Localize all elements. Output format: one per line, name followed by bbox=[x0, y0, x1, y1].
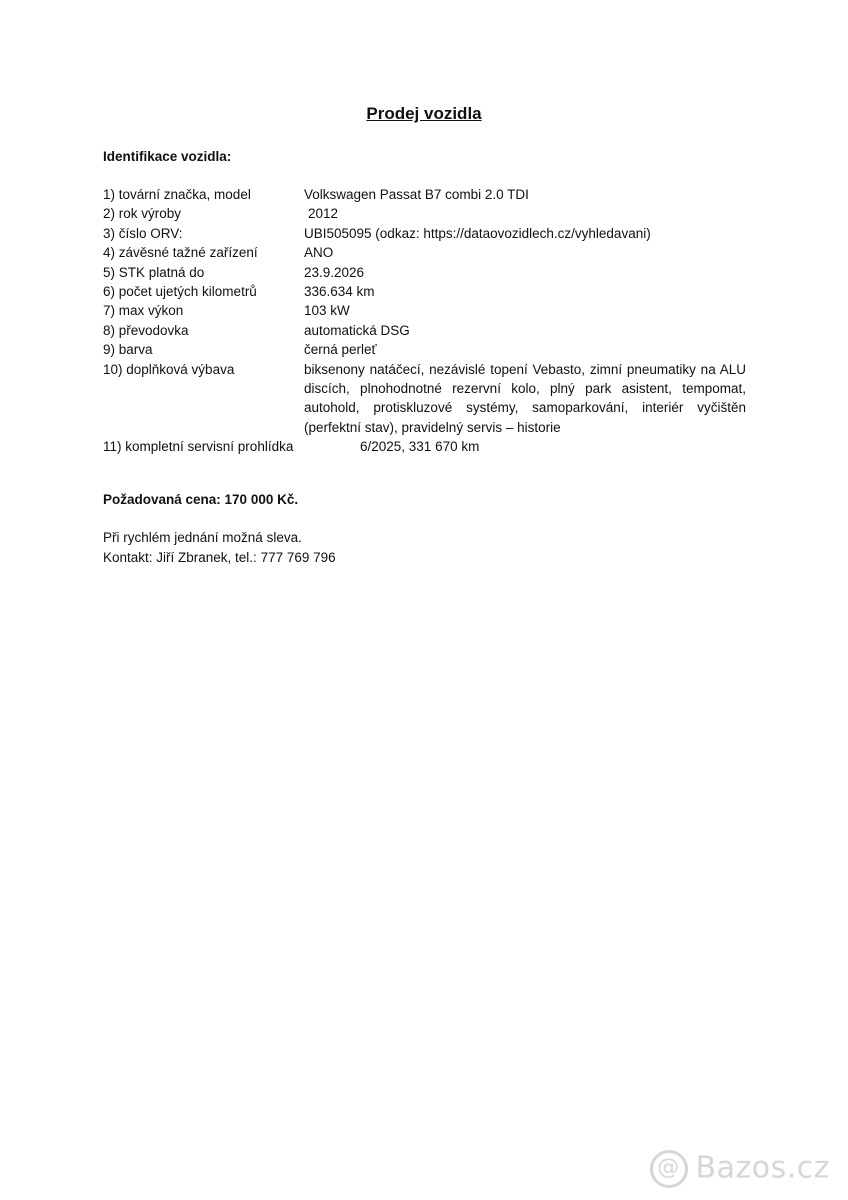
contact-info: Kontakt: Jiří Zbranek, tel.: 777 769 796 bbox=[103, 550, 336, 565]
watermark-text: Bazos.cz bbox=[695, 1150, 830, 1186]
discount-note: Při rychlém jednání možná sleva. bbox=[103, 530, 302, 545]
at-icon: @ bbox=[650, 1150, 688, 1188]
spec-value: černá perleť bbox=[304, 342, 377, 358]
spec-row bbox=[103, 243, 746, 262]
spec-label: 1) tovární značka, model bbox=[103, 187, 251, 202]
spec-label: 8) převodovka bbox=[103, 322, 189, 338]
spec-value: ANO bbox=[304, 245, 334, 261]
spec-row bbox=[103, 224, 746, 243]
spec-row bbox=[103, 282, 746, 301]
spec-label: 3) číslo ORV: bbox=[103, 225, 183, 241]
spec-value: UBI505095 (odkaz: https://dataovozidlech.cz/vyhledavani) bbox=[304, 225, 651, 241]
spec-label: 11) kompletní servisní prohlídka bbox=[103, 439, 294, 455]
spec-value: 2012 bbox=[308, 206, 339, 222]
spec-row bbox=[103, 321, 746, 340]
spec-value: biksenony natáčecí, nezávislé topení Vebasto, zimní pneumatiky na ALU discích, plnohodnotné rezervní kolo, plný park asistent, tempomat, autohold, protiskluzové systémy, samoparkování, interiér vyčištěn (perfektní stav), pravidelný servis – historie bbox=[304, 361, 746, 435]
section-heading: Identifikace vozidla: bbox=[103, 149, 232, 164]
spec-value: automatická DSG bbox=[304, 322, 410, 338]
spec-row bbox=[103, 301, 746, 320]
spec-row bbox=[103, 263, 746, 282]
spec-value: 103 kW bbox=[304, 303, 350, 319]
price: Požadovaná cena: 170 000 Kč. bbox=[103, 492, 299, 507]
spec-label: 7) max výkon bbox=[103, 303, 184, 319]
spec-list bbox=[103, 185, 746, 457]
spec-value: 23.9.2026 bbox=[304, 264, 365, 280]
spec-row bbox=[103, 437, 746, 456]
spec-label: 4) závěsné tažné zařízení bbox=[103, 245, 258, 261]
document-title: Prodej vozidla bbox=[366, 104, 482, 123]
spec-row bbox=[103, 204, 746, 223]
spec-row bbox=[103, 360, 746, 438]
spec-value: 6/2025, 331 670 km bbox=[360, 439, 480, 455]
spec-label: 9) barva bbox=[103, 342, 153, 358]
spec-label: 5) STK platná do bbox=[103, 264, 205, 280]
spec-value: Volkswagen Passat B7 combi 2.0 TDI bbox=[304, 187, 529, 202]
watermark bbox=[650, 1150, 830, 1188]
spec-label: 2) rok výroby bbox=[103, 206, 182, 222]
spec-label: 6) počet ujetých kilometrů bbox=[103, 284, 257, 300]
spec-value: 336.634 km bbox=[304, 284, 375, 300]
spec-label: 10) doplňková výbava bbox=[103, 361, 235, 377]
spec-row bbox=[103, 185, 746, 204]
spec-row bbox=[103, 340, 746, 359]
